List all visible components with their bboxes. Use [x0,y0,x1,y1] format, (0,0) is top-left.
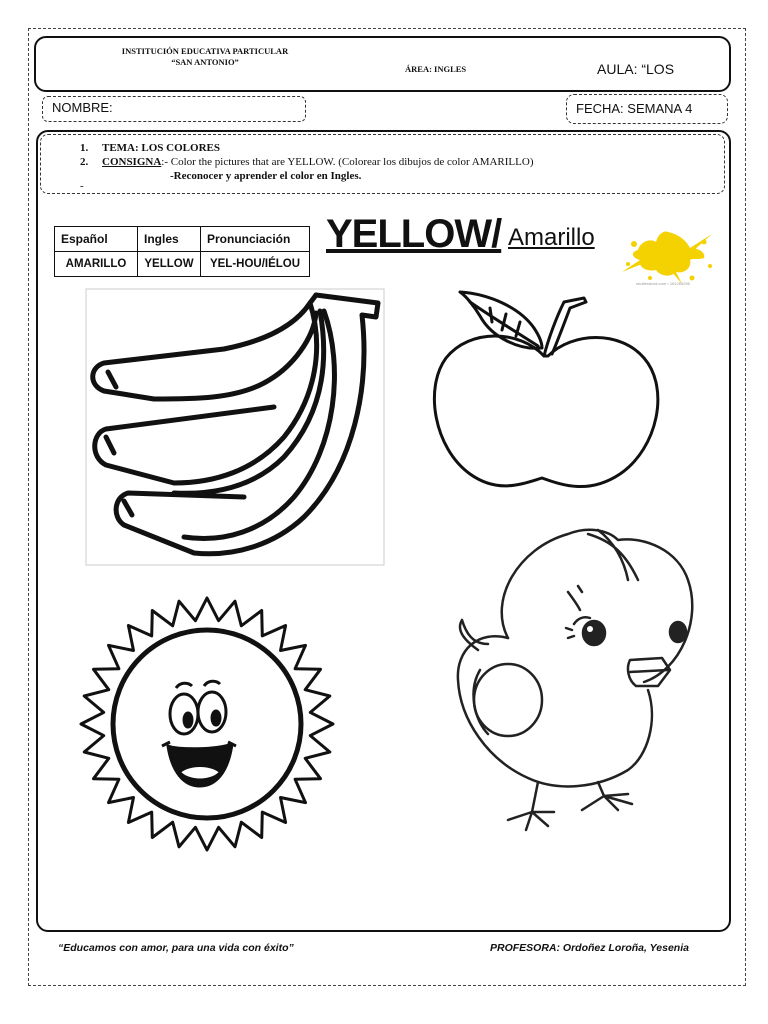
instruction-item-2 [80,155,533,169]
vocab-table [54,226,310,277]
sun-drawing [66,596,348,852]
footer-motto: “Educamos con amor, para una vida con éxito” [58,942,294,954]
cell-espanol: AMARILLO [55,252,138,277]
instruction-item-1 [80,141,220,155]
aula-label: AULA: “LOS [597,61,675,77]
yellow-splash-icon [620,222,716,284]
cell-ingles: YELLOW [138,252,201,277]
header-ingles: Ingles [138,227,201,252]
consigna-label: CONSIGNA [102,156,162,168]
title-yellow: YELLOW/ [326,212,502,256]
splash-caption: shutterstock.com • 161265296 [636,281,690,286]
vocab-row [55,252,310,277]
nombre-label: NOMBRE: [52,100,113,115]
chick-drawing [448,520,702,840]
item-number: 1. [80,142,89,154]
institution-line-2: “SAN ANTONIO” [171,57,239,67]
footer-teacher: PROFESORA: Ordoñez Loroña, Yesenia [490,942,689,954]
institution-name [90,46,320,68]
consigna-subtext: -Reconocer y aprender el color en Ingles. [170,170,362,182]
tema-label: TEMA: LOS COLORES [102,142,220,154]
fecha-label: FECHA: SEMANA 4 [576,101,693,116]
cell-pronunciacion: YEL-HOU/IÉLOU [201,252,310,277]
area-label: ÁREA: INGLES [405,64,467,74]
header-pronunciacion: Pronunciación [201,227,310,252]
instruction-item-3: - [80,180,84,192]
item-number: 2. [80,156,89,168]
banana-drawing [84,287,386,567]
vocab-header-row [55,227,310,252]
header-espanol: Español [55,227,138,252]
apple-drawing [430,288,666,494]
title-amarillo: Amarillo [508,224,595,251]
institution-line-1: INSTITUCIÓN EDUCATIVA PARTICULAR [121,46,289,56]
consigna-text: :- Color the pictures that are YELLOW. (Colorear los dibujos de color AMARILLO) [161,156,534,168]
